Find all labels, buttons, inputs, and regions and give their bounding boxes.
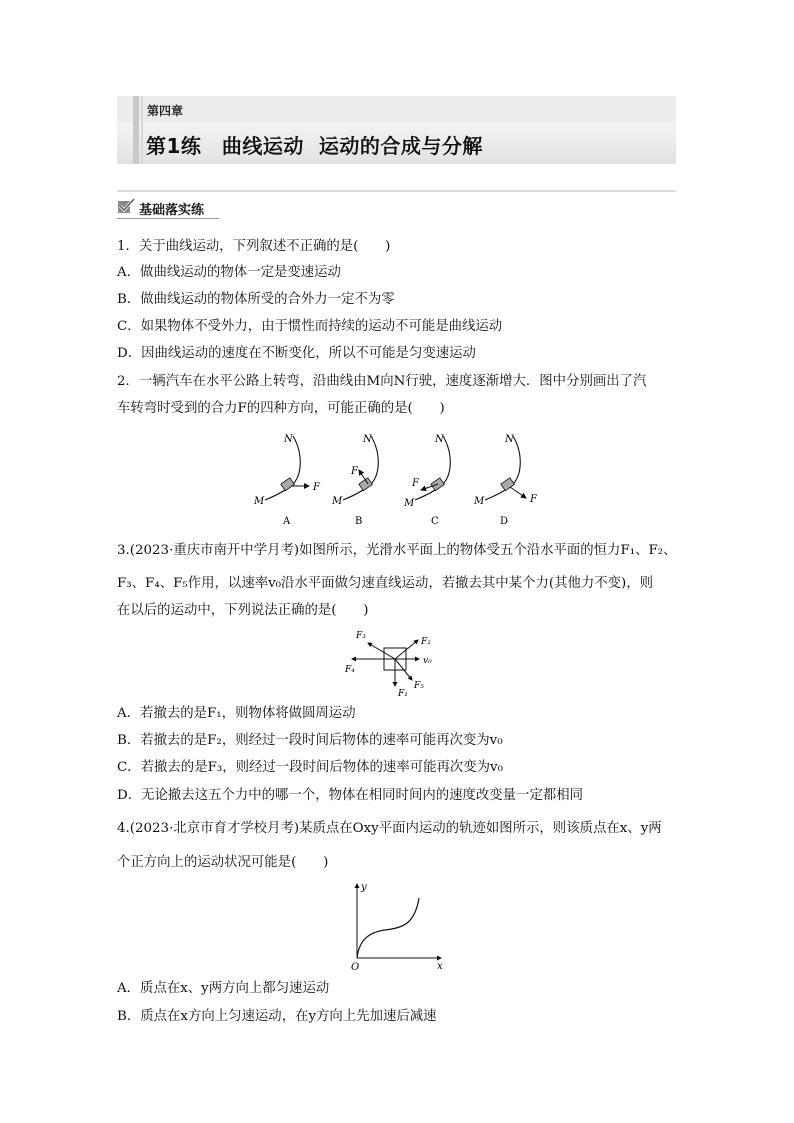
- caption-a: A: [283, 516, 291, 527]
- figure-2-option-d: [473, 434, 538, 527]
- section-underline: [117, 218, 219, 219]
- label-n: N: [435, 434, 444, 445]
- question-3-stem-line-1: 3.(2023·重庆市南开中学月考)如图所示，光滑水平面上的物体受五个沿水平面的恒力F₁、F₂、: [117, 543, 677, 558]
- question-3-option-b: B．若撤去的是F₂，则经过一段时间后物体的速率可能再次变为v₀: [117, 733, 503, 748]
- label-m: M: [332, 496, 343, 507]
- question-1-stem: 1．关于曲线运动，下列叙述不正确的是( ): [117, 239, 391, 254]
- label-f: F: [313, 482, 320, 493]
- question-2-stem-line-2: 车转弯时受到的合力F的四种方向，可能正确的是( ): [117, 401, 445, 416]
- label-origin: O: [351, 962, 360, 972]
- label-f5: F₅: [414, 681, 424, 691]
- figure-2-option-a: [253, 434, 321, 527]
- question-4-option-b: B．质点在x方向上匀速运动，在y方向上先加速后减速: [117, 1009, 437, 1024]
- label-m: M: [474, 496, 485, 507]
- header-divider: [117, 190, 676, 192]
- label-f: F: [412, 478, 419, 489]
- figure-2-option-c: [403, 434, 450, 527]
- question-4-stem-line-2: 个正方向上的运动状况可能是( ): [117, 855, 329, 870]
- question-3-option-c: C．若撤去的是F₃，则经过一段时间后物体的速率可能再次变为v₀: [117, 760, 503, 775]
- question-1-option-c: C．如果物体不受外力，由于惯性而持续的运动不可能是曲线运动: [117, 319, 503, 334]
- question-4-option-a: A．质点在x、y两方向上都匀速运动: [117, 981, 330, 996]
- figure-2-option-b: [331, 434, 378, 527]
- question-3-stem-line-2: F₃、F₄、F₅作用，以速率v₀沿水平面做匀速直线运动，若撤去其中某个力(其他力不变)，则: [117, 576, 654, 591]
- label-n: N: [505, 434, 514, 445]
- label-f: F: [351, 466, 358, 477]
- question-2-stem-line-1: 2．一辆汽车在水平公路上转弯，沿曲线由M向N行驶，速度逐渐增大．图中分别画出了汽: [117, 374, 647, 389]
- question-3-stem-line-3: 在以后的运动中，下列说法正确的是( ): [117, 603, 369, 618]
- question-3-option-a: A．若撤去的是F₁，则物体将做圆周运动: [117, 706, 356, 721]
- question-1-option-b: B．做曲线运动的物体所受的合外力一定不为零: [117, 292, 395, 307]
- label-m: M: [404, 498, 415, 509]
- label-y: y: [361, 882, 367, 893]
- page-title: 第1练 曲线运动 运动的合成与分解: [146, 134, 483, 158]
- question-1-option-d: D．因曲线运动的速度在不断变化，所以不可能是匀变速运动: [117, 346, 476, 361]
- label-m: M: [254, 496, 265, 507]
- label-f2: F₂: [421, 637, 431, 647]
- caption-b: B: [355, 516, 363, 527]
- caption-c: C: [431, 516, 439, 527]
- section-label: 基础落实练: [139, 203, 205, 218]
- label-n: N: [363, 434, 372, 445]
- header-top-strip: [117, 96, 676, 122]
- header-accent-bar: [133, 96, 139, 164]
- question-1-option-a: A．做曲线运动的物体一定是变速运动: [117, 265, 341, 280]
- label-f: F: [530, 494, 537, 505]
- question-4-stem-line-1: 4.(2023·北京市育才学校月考)某质点在Oxy平面内运动的轨迹如图所示，则该质点在x、y两: [117, 821, 662, 836]
- question-4-trajectory-graph: [345, 880, 450, 972]
- chapter-label: 第四章: [147, 104, 184, 118]
- question-3-force-diagram: [340, 628, 460, 700]
- caption-d: D: [500, 516, 509, 527]
- question-2-figure: [245, 428, 565, 528]
- label-x: x: [437, 961, 443, 972]
- label-f1: F₁: [398, 689, 408, 699]
- header-accent-thin-bar: [141, 96, 143, 164]
- checkbox-check-icon: [117, 198, 135, 214]
- question-3-option-d: D．无论撤去这五个力中的哪一个，物体在相同时间内的速度改变量一定都相同: [117, 788, 584, 803]
- label-f3: F₃: [356, 631, 366, 641]
- label-v0: v₀: [423, 656, 432, 666]
- label-n: N: [284, 434, 293, 445]
- label-f4: F₄: [345, 665, 355, 675]
